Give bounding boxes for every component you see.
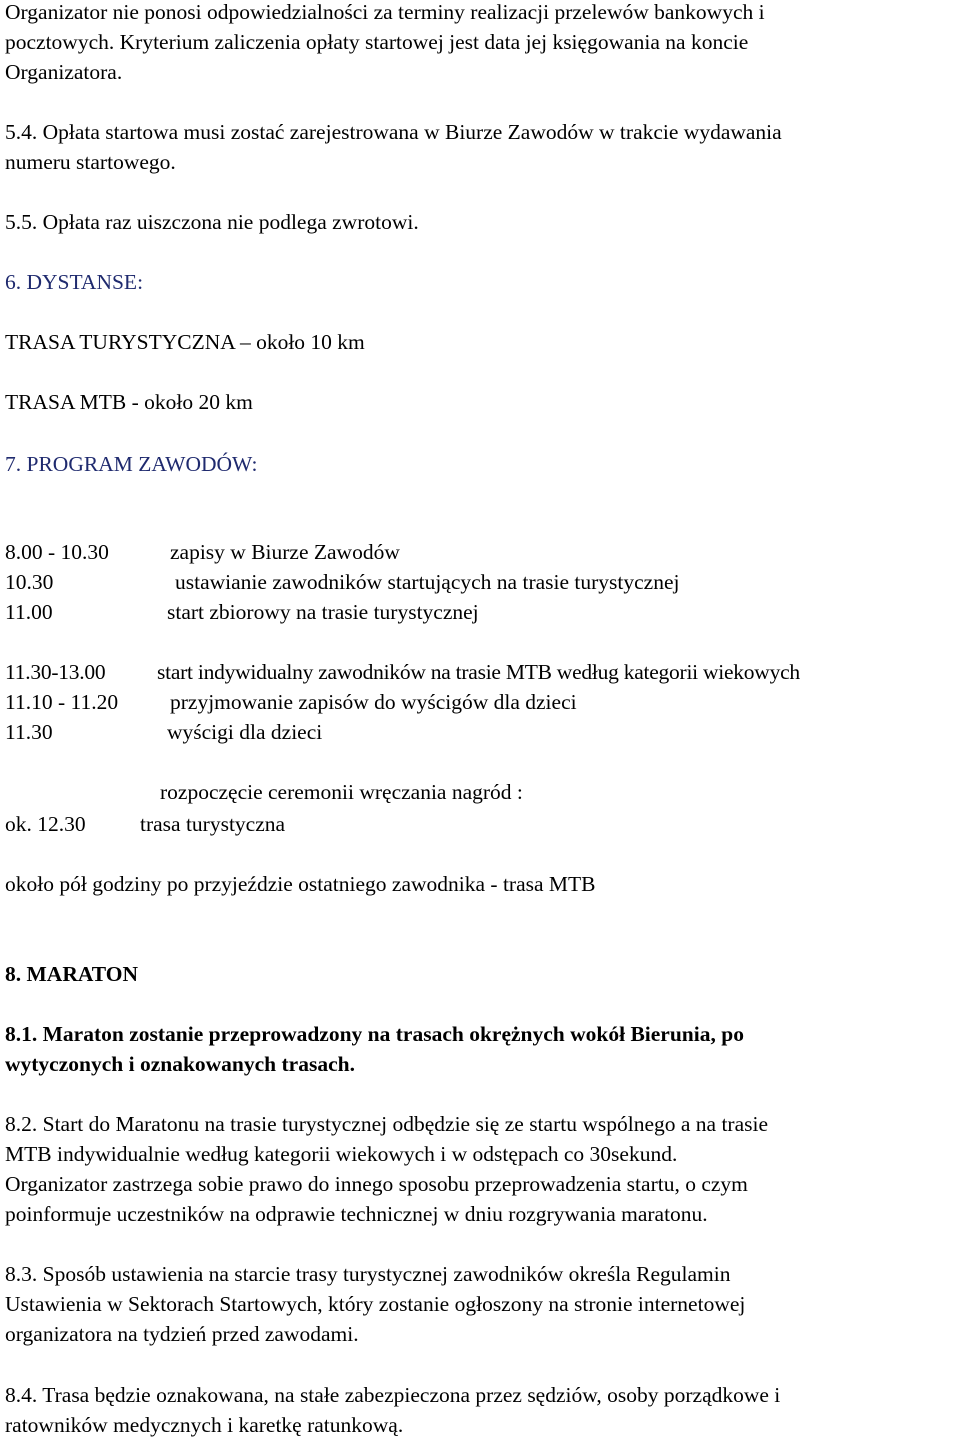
section-5-5: 5.5. Opłata raz uiszczona nie podlega zwrotowi. — [5, 210, 419, 234]
marathon-8-1-line-2: wytyczonych i oznakowanych trasach. — [5, 1052, 355, 1076]
marathon-8-3-line-3: organizatora na tydzień przed zawodami. — [5, 1322, 359, 1346]
program-desc: zapisy w Biurze Zawodów — [170, 540, 400, 564]
program-desc: przyjmowanie zapisów do wyścigów dla dzieci — [170, 690, 577, 714]
program-time: 11.30 — [5, 720, 53, 744]
section-5-4-line-2: numeru startowego. — [5, 150, 176, 174]
program-time: 11.00 — [5, 600, 53, 624]
program-time: 8.00 - 10.30 — [5, 540, 109, 564]
program-time: 10.30 — [5, 570, 54, 594]
program-desc: wyścigi dla dzieci — [167, 720, 323, 744]
program-desc: ustawianie zawodników startujących na trasie turystycznej — [175, 570, 680, 594]
distance-tourist: TRASA TURYSTYCZNA – około 10 km — [5, 330, 365, 354]
program-row — [5, 657, 960, 687]
program-row — [5, 717, 960, 747]
program-row — [5, 567, 960, 597]
distances-heading: 6. DYSTANSE: — [5, 270, 144, 294]
marathon-8-2-line-3: Organizator zastrzega sobie prawo do innego sposobu przeprowadzenia startu, o czym — [5, 1172, 748, 1196]
marathon-8-4-line-2: ratowników medycznych i karetkę ratunkową. — [5, 1413, 404, 1437]
ceremony-mtb: około pół godziny po przyjeździe ostatniego zawodnika - trasa MTB — [5, 872, 596, 896]
section-5-4-line-1: 5.4. Opłata startowa musi zostać zarejestrowana w Biurze Zawodów w trakcie wydawania — [5, 120, 782, 144]
program-desc: start zbiorowy na trasie turystycznej — [167, 600, 479, 624]
program-desc: start indywidualny zawodników na trasie MTB według kategorii wiekowych — [157, 660, 800, 684]
program-row — [5, 687, 960, 717]
program-row — [5, 597, 960, 627]
intro-line-2: pocztowych. Kryterium zaliczenia opłaty startowej jest data jej księgowania na koncie — [5, 30, 749, 54]
marathon-8-3-line-1: 8.3. Sposób ustawienia na starcie trasy turystycznej zawodników określa Regulamin — [5, 1262, 731, 1286]
program-row — [5, 537, 960, 567]
ceremony-time: ok. 12.30 — [5, 812, 86, 836]
ceremony-row — [5, 809, 960, 839]
marathon-8-4-line-1: 8.4. Trasa będzie oznakowana, na stałe zabezpieczona przez sędziów, osoby porządkowe i — [5, 1383, 781, 1407]
distance-mtb: TRASA MTB - około 20 km — [5, 390, 253, 414]
intro-line-3: Organizatora. — [5, 60, 123, 84]
ceremony-label: rozpoczęcie ceremonii wręczania nagród : — [160, 780, 523, 804]
intro-line-1: Organizator nie ponosi odpowiedzialności za terminy realizacji przelewów bankowych i — [5, 0, 765, 24]
marathon-heading: 8. MARATON — [5, 962, 138, 986]
marathon-8-3-line-2: Ustawienia w Sektorach Startowych, który zostanie ogłoszony na stronie internetowej — [5, 1292, 746, 1316]
marathon-8-2-line-4: poinformuje uczestników na odprawie technicznej w dniu rozgrywania maratonu. — [5, 1202, 708, 1226]
marathon-8-1-line-1: 8.1. Maraton zostanie przeprowadzony na trasach okrężnych wokół Bierunia, po — [5, 1022, 744, 1046]
marathon-8-2-line-1: 8.2. Start do Maratonu na trasie turystycznej odbędzie się ze startu wspólnego a na trasie — [5, 1112, 769, 1136]
program-time: 11.30-13.00 — [5, 660, 106, 684]
program-heading: 7. PROGRAM ZAWODÓW: — [5, 452, 258, 476]
program-time: 11.10 - 11.20 — [5, 690, 119, 714]
ceremony-tourist: trasa turystyczna — [140, 812, 286, 836]
marathon-8-2-line-2: MTB indywidualnie według kategorii wiekowych i w odstępach co 30sekund. — [5, 1142, 678, 1166]
